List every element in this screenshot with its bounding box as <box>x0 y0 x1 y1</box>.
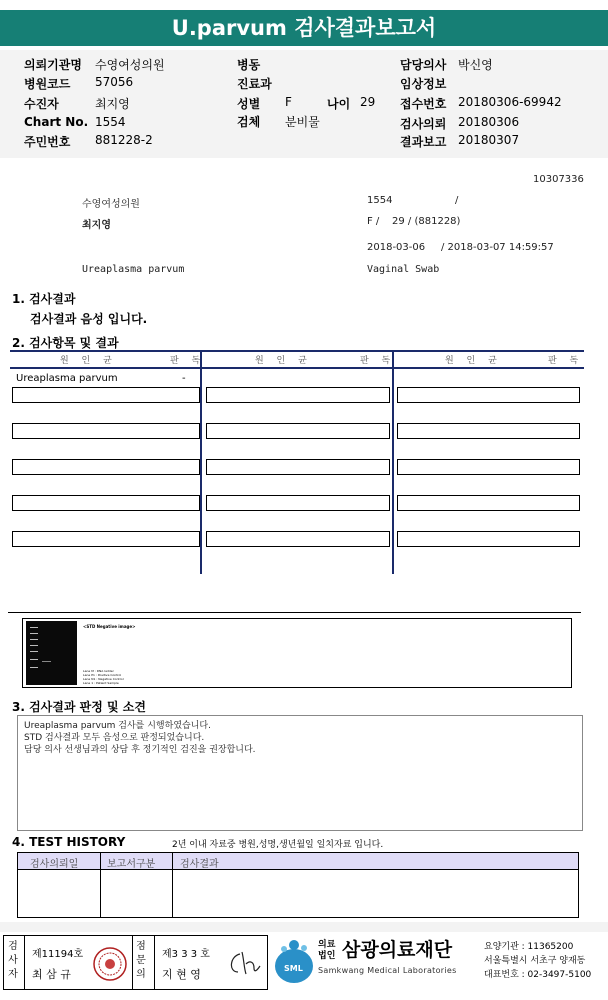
result-box <box>206 531 390 547</box>
summary-specimen: Vaginal Swab <box>367 264 440 275</box>
summary-dates: 2018-03-06 / 2018-03-07 14:59:57 <box>367 242 554 253</box>
examiner-label-char: 검 <box>8 941 18 952</box>
report-date-label: 결과보고 <box>400 135 447 149</box>
doctor-label: 담당의사 <box>400 58 447 72</box>
ward-label: 병동 <box>237 58 261 72</box>
chief-label-char: 의 <box>136 969 146 980</box>
gel-legend-item: Lane M : DNA ladder <box>83 669 114 673</box>
patient-label: 수진자 <box>24 97 59 111</box>
org-code: 요양기관 : 11365200 <box>484 942 574 952</box>
result-box <box>12 423 200 439</box>
sex-label: 성별 <box>237 97 261 111</box>
section1-result: 검사결과 음성 입니다. <box>30 312 148 326</box>
result-box <box>206 459 390 475</box>
opinion-box <box>17 715 583 831</box>
sml-logo-icon <box>272 936 316 986</box>
signature-icon <box>226 946 262 980</box>
result-box <box>397 387 580 403</box>
gel-legend-item: Lane N1 : Negative Control <box>83 677 124 681</box>
clinical-label: 임상정보 <box>400 77 447 91</box>
result-box <box>206 423 390 439</box>
footer-band <box>0 922 608 932</box>
col-judgment-2: 판 독 <box>360 356 396 366</box>
divider <box>8 612 581 613</box>
org-prefix: 의료 <box>318 940 336 950</box>
opinion-line: STD 검사결과 모두 음성으로 판정되었습니다. <box>24 733 205 743</box>
history-note: 2년 이내 자료중 병원,성명,생년월일 일치자료 입니다. <box>172 840 384 850</box>
hospital-label: 의뢰기관명 <box>24 58 82 72</box>
id-value: 881228-2 <box>95 133 153 147</box>
history-col-result: 검사결과 <box>180 859 219 870</box>
result-box <box>12 495 200 511</box>
id-label: 주민번호 <box>24 135 71 149</box>
result-box <box>397 423 580 439</box>
summary-slash: / <box>455 195 459 206</box>
code-label: 병원코드 <box>24 77 71 91</box>
examiner-label-char: 사 <box>8 955 18 966</box>
result-box <box>12 459 200 475</box>
summary-test: Ureaplasma parvum <box>82 264 185 275</box>
gel-legend-item: Lane 1 : Patient Sample <box>83 681 119 685</box>
gel-title: <STD Negative image> <box>83 624 136 629</box>
section4-title: 4. TEST HISTORY <box>12 835 126 849</box>
request-label: 검사의뢰 <box>400 117 447 131</box>
code-value: 57056 <box>95 75 134 89</box>
gel-legend-item: Lane P1 : Positive Control <box>83 673 122 677</box>
result-box <box>206 387 390 403</box>
result-box <box>397 531 580 547</box>
sml-logo-text: SML <box>284 964 303 973</box>
age-value: 29 <box>360 95 376 109</box>
result-box <box>12 387 200 403</box>
history-col-date: 검사의뢰일 <box>30 859 79 870</box>
doctor-value: 박신영 <box>458 58 493 72</box>
summary-chart: 1554 <box>367 195 393 206</box>
org-name: 삼광의료재단 <box>342 939 453 961</box>
col-judgment-3: 판 독 <box>548 356 584 366</box>
col-organism-3: 원 인 균 <box>445 356 502 366</box>
receipt-value: 20180306-69942 <box>458 95 562 109</box>
gel-legend <box>83 669 124 685</box>
chief-label-char: 점 <box>136 941 146 952</box>
item-name: Ureaplasma parvum <box>16 373 118 384</box>
patient-value: 최지영 <box>95 97 130 111</box>
summary-patient: 최지영 <box>82 220 111 231</box>
section1-title: 1. 검사결과 <box>12 292 76 306</box>
chief-name: 지 현 영 <box>162 968 201 981</box>
org-name-en: Samkwang Medical Laboratories <box>318 966 457 975</box>
chief-license: 제3 3 3 호 <box>162 949 210 960</box>
result-box <box>206 495 390 511</box>
chief-label-char: 문 <box>136 955 146 966</box>
item-result: - <box>182 373 186 384</box>
history-col-type: 보고서구분 <box>107 859 156 870</box>
seal-icon <box>92 946 128 982</box>
opinion-line: 담당 의사 선생님과의 상담 후 정기적인 검진을 권장합니다. <box>24 745 256 755</box>
gel-image <box>26 621 77 685</box>
result-box <box>12 531 200 547</box>
examiner-license: 제11194호 <box>32 949 84 960</box>
report-title: U.parvum 검사결과보고서 <box>0 10 608 46</box>
section3-title: 3. 검사결과 판정 및 소견 <box>12 700 146 714</box>
dept-label: 진료과 <box>237 77 272 91</box>
examiner-name: 최 삼 규 <box>32 968 71 981</box>
org-address: 서울특별시 서초구 양재동 <box>484 956 586 966</box>
result-box <box>397 459 580 475</box>
summary-hospital: 수영여성의원 <box>82 199 140 210</box>
result-box <box>397 495 580 511</box>
signature-box <box>3 935 268 990</box>
col-judgment-1: 판 독 <box>170 356 206 366</box>
receipt-label: 접수번호 <box>400 97 447 111</box>
col-organism-1: 원 인 균 <box>60 356 117 366</box>
chart-value: 1554 <box>95 115 126 129</box>
specimen-label: 검체 <box>237 115 261 129</box>
sex-value: F <box>285 95 292 109</box>
chart-label: Chart No. <box>24 115 89 129</box>
summary-sex-age: F / 29 / (881228) <box>367 216 461 227</box>
col-organism-2: 원 인 균 <box>255 356 312 366</box>
section2-title: 2. 검사항목 및 결과 <box>12 336 119 350</box>
org-prefix: 법인 <box>318 951 336 961</box>
examiner-label-char: 자 <box>8 969 18 980</box>
gel-image-frame <box>22 618 572 688</box>
report-date-value: 20180307 <box>458 133 520 147</box>
request-value: 20180306 <box>458 115 520 129</box>
history-table <box>17 852 579 918</box>
results-table <box>10 350 584 574</box>
specimen-value: 분비물 <box>285 115 320 129</box>
age-label: 나이 <box>327 97 351 111</box>
opinion-line: Ureaplasma parvum 검사를 시행하였습니다. <box>24 721 211 731</box>
report-number: 10307336 <box>533 174 584 185</box>
hospital-value: 수영여성의원 <box>95 58 165 72</box>
org-tel: 대표번호 : 02-3497-5100 <box>484 970 592 980</box>
